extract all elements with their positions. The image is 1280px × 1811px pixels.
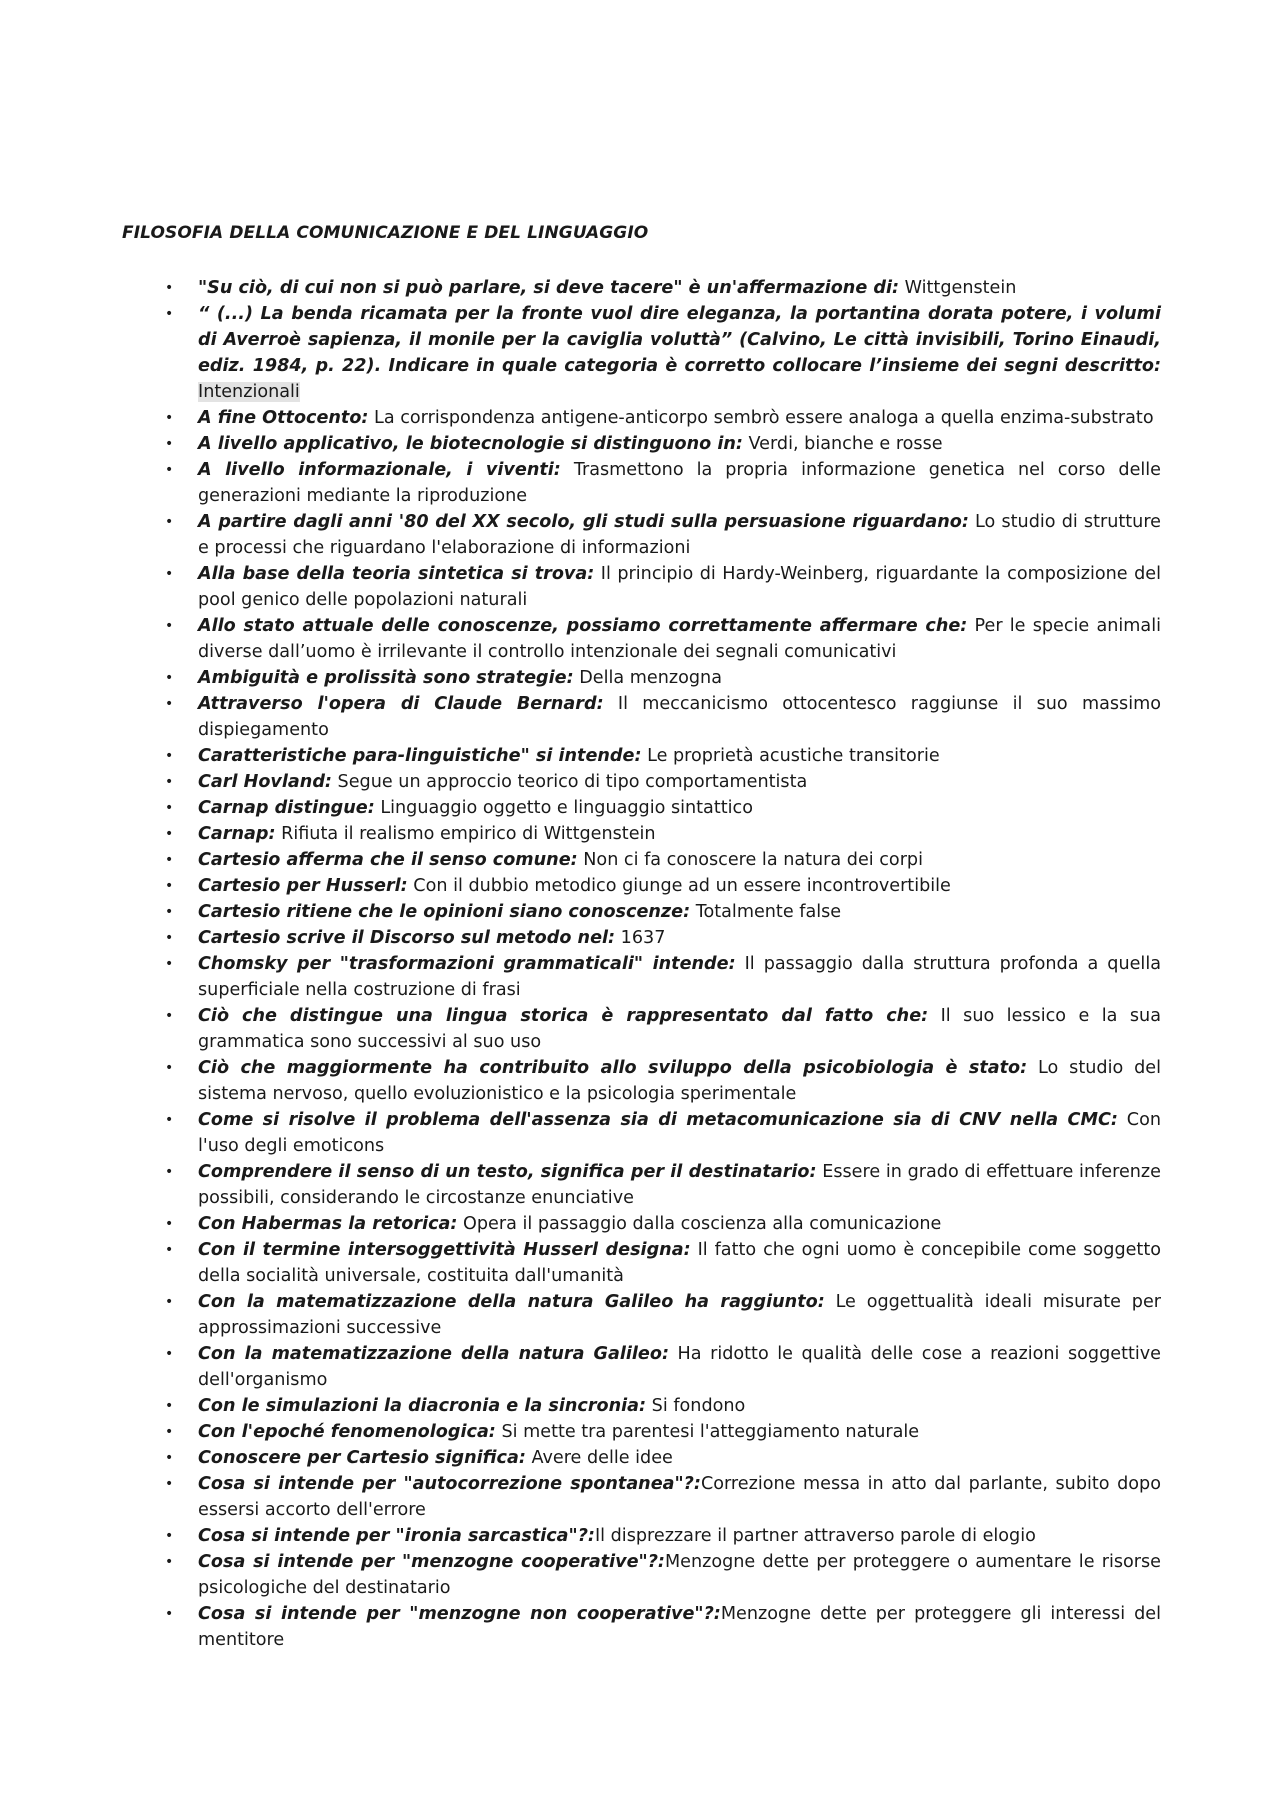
list-item xyxy=(198,1289,1161,1341)
question-text: Carl Hovland: xyxy=(198,772,332,792)
answer-text: Si mette tra parentesi l'atteggiamento naturale xyxy=(495,1422,920,1442)
question-text: A fine Ottocento: xyxy=(198,408,369,428)
list-item xyxy=(198,1549,1161,1601)
question-text: Conoscere per Cartesio significa: xyxy=(198,1448,526,1468)
document-title: FILOSOFIA DELLA COMUNICAZIONE E DEL LINGUAGGIO xyxy=(122,223,649,243)
list-item xyxy=(198,301,1161,405)
answer-text: Menzogne dette per proteggere gli interessi del mentitore xyxy=(198,1604,1161,1650)
question-text: Caratteristiche para-linguistiche" si intende: xyxy=(198,746,642,766)
list-item xyxy=(198,795,1161,821)
question-text: Alla base della teoria sintetica si trova: xyxy=(198,564,595,584)
list-item xyxy=(198,1055,1161,1107)
question-text: Cartesio afferma che il senso comune: xyxy=(198,850,578,870)
list-item xyxy=(198,1107,1161,1159)
answer-text: Rifiuta il realismo empirico di Wittgenstein xyxy=(275,824,656,844)
list-item xyxy=(198,1445,1161,1471)
list-item xyxy=(198,431,1161,457)
list-item xyxy=(198,1601,1161,1653)
answer-text: Non ci fa conoscere la natura dei corpi xyxy=(577,850,923,870)
answer-text: Lo studio del sistema nervoso, quello evoluzionistico e la psicologia sperimentale xyxy=(198,1058,1161,1104)
answer-text: Per le specie animali diverse dall’uomo è irrilevante il controllo intenzionale dei segnali comunicativi xyxy=(198,616,1161,662)
question-text: Ciò che distingue una lingua storica è rappresentato dal fatto che: xyxy=(198,1006,929,1026)
question-text: Attraverso l'opera di Claude Bernard: xyxy=(198,694,604,714)
list-item xyxy=(198,1393,1161,1419)
answer-text: La corrispondenza antigene-anticorpo sembrò essere analoga a quella enzima-substrato xyxy=(368,408,1154,428)
answer-text: Il meccanicismo ottocentesco raggiunse il suo massimo dispiegamento xyxy=(198,694,1161,740)
list-item xyxy=(198,665,1161,691)
list-item xyxy=(198,275,1161,301)
question-text: Ciò che maggiormente ha contribuito allo sviluppo della psicobiologia è stato: xyxy=(198,1058,1028,1078)
qa-list xyxy=(0,275,1280,1653)
answer-text: Essere in grado di effettuare inferenze possibili, considerando le circostanze enunciative xyxy=(198,1162,1161,1208)
list-item xyxy=(198,561,1161,613)
list-item xyxy=(198,1237,1161,1289)
question-text: Allo stato attuale delle conoscenze, possiamo correttamente affermare che: xyxy=(198,616,968,636)
list-item xyxy=(198,847,1161,873)
list-item xyxy=(198,405,1161,431)
question-text: Con le simulazioni la diacronia e la sincronia: xyxy=(198,1396,647,1416)
list-item xyxy=(198,1471,1161,1523)
question-text: Cosa si intende per "ironia sarcastica"?: xyxy=(198,1526,595,1546)
answer-text: Ha ridotto le qualità delle cose a reazioni soggettive dell'organismo xyxy=(198,1344,1162,1390)
question-text: Cosa si intende per "menzogne non cooperative"?: xyxy=(198,1604,721,1624)
question-text: Carnap distingue: xyxy=(198,798,375,818)
list-item xyxy=(198,821,1161,847)
question-text: Cartesio scrive il Discorso sul metodo nel: xyxy=(198,928,616,948)
list-item xyxy=(198,1523,1161,1549)
answer-text: Il principio di Hardy-Weinberg, riguardante la composizione del pool genico delle popolazioni naturali xyxy=(198,564,1161,610)
question-text: Con il termine intersoggettività Husserl designa: xyxy=(198,1240,691,1260)
question-text: Cosa si intende per "autocorrezione spontanea"?: xyxy=(198,1474,701,1494)
question-text: Cartesio ritiene che le opinioni siano conoscenze: xyxy=(198,902,691,922)
list-item xyxy=(198,1211,1161,1237)
list-item xyxy=(198,951,1161,1003)
list-item xyxy=(198,613,1161,665)
list-item xyxy=(198,743,1161,769)
answer-text: Con il dubbio metodico giunge ad un essere incontrovertibile xyxy=(407,876,951,896)
question-text: Ambiguità e prolissità sono strategie: xyxy=(198,668,574,688)
question-text: Comprendere il senso di un testo, significa per il destinatario: xyxy=(198,1162,817,1182)
question-text: "Su ciò, di cui non si può parlare, si deve tacere" è un'affermazione di: xyxy=(198,278,900,298)
answer-text: Menzogne dette per proteggere o aumentare le risorse psicologiche del destinatario xyxy=(198,1552,1162,1598)
question-text: Con la matematizzazione della natura Galileo ha raggiunto: xyxy=(198,1292,825,1312)
answer-text: Opera il passaggio dalla coscienza alla comunicazione xyxy=(457,1214,942,1234)
question-text: A partire dagli anni '80 del XX secolo, gli studi sulla persuasione riguardano: xyxy=(198,512,969,532)
answer-text: Lo studio di strutture e processi che riguardano l'elaborazione di informazioni xyxy=(198,512,1161,558)
answer-text: 1637 xyxy=(615,928,666,948)
answer-text: Il fatto che ogni uomo è concepibile come soggetto della socialità universale, costituita dall'umanità xyxy=(198,1240,1161,1286)
answer-text: Avere delle idee xyxy=(525,1448,673,1468)
answer-text: Trasmettono la propria informazione genetica nel corso delle generazioni mediante la riproduzione xyxy=(198,460,1161,506)
question-text: Con Habermas la retorica: xyxy=(198,1214,458,1234)
question-text: Cosa si intende per "menzogne cooperative"?: xyxy=(198,1552,665,1572)
question-text: Cartesio per Husserl: xyxy=(198,876,408,896)
question-text: Come si risolve il problema dell'assenza sia di metacomunicazione sia di CNV nella CMC: xyxy=(198,1110,1118,1130)
list-item xyxy=(198,769,1161,795)
question-text: Con l'epoché fenomenologica: xyxy=(198,1422,496,1442)
list-item xyxy=(198,873,1161,899)
list-item xyxy=(198,1419,1161,1445)
question-text: A livello informazionale, i viventi: xyxy=(198,460,561,480)
list-item xyxy=(198,691,1161,743)
list-item xyxy=(198,509,1161,561)
answer-text: Il passaggio dalla struttura profonda a quella superficiale nella costruzione di frasi xyxy=(198,954,1161,1000)
list-item xyxy=(198,1341,1161,1393)
question-text: A livello applicativo, le biotecnologie si distinguono in: xyxy=(198,434,743,454)
answer-text: Il suo lessico e la sua grammatica sono successivi al suo uso xyxy=(198,1006,1161,1052)
answer-text: Correzione messa in atto dal parlante, subito dopo essersi accorto dell'errore xyxy=(198,1474,1161,1520)
answer-text: Wittgenstein xyxy=(899,278,1017,298)
answer-text: Segue un approccio teorico di tipo comportamentista xyxy=(331,772,808,792)
question-text: “ (...) La benda ricamata per la fronte vuol dire eleganza, la portantina dorata potere, i volumi di Averroè sapienza, il monile per la caviglia voluttà” (Calvino, Le città invisibili, Torino Einaudi, ediz. 1984, p. 22). Indicare in quale categoria è corretto collocare l’insieme dei segni descritto: xyxy=(198,304,1161,376)
answer-text-highlighted: Intenzionali xyxy=(198,382,300,402)
answer-text: Linguaggio oggetto e linguaggio sintattico xyxy=(374,798,753,818)
list-item xyxy=(198,457,1161,509)
list-item xyxy=(198,1003,1161,1055)
list-item xyxy=(198,925,1161,951)
answer-text: Della menzogna xyxy=(573,668,722,688)
question-text: Carnap: xyxy=(198,824,276,844)
list-item xyxy=(198,1159,1161,1211)
answer-text: Totalmente false xyxy=(690,902,842,922)
answer-text: Con l'uso degli emoticons xyxy=(198,1110,1161,1156)
question-text: Con la matematizzazione della natura Galileo: xyxy=(198,1344,669,1364)
answer-text: Verdi, bianche e rosse xyxy=(742,434,943,454)
list-item xyxy=(198,899,1161,925)
answer-text: Si fondono xyxy=(646,1396,746,1416)
question-text: Chomsky per "trasformazioni grammaticali" intende: xyxy=(198,954,736,974)
answer-text: Le oggettualità ideali misurate per approssimazioni successive xyxy=(198,1292,1161,1338)
answer-text: Il disprezzare il partner attraverso parole di elogio xyxy=(594,1526,1036,1546)
answer-text: Le proprietà acustiche transitorie xyxy=(641,746,940,766)
